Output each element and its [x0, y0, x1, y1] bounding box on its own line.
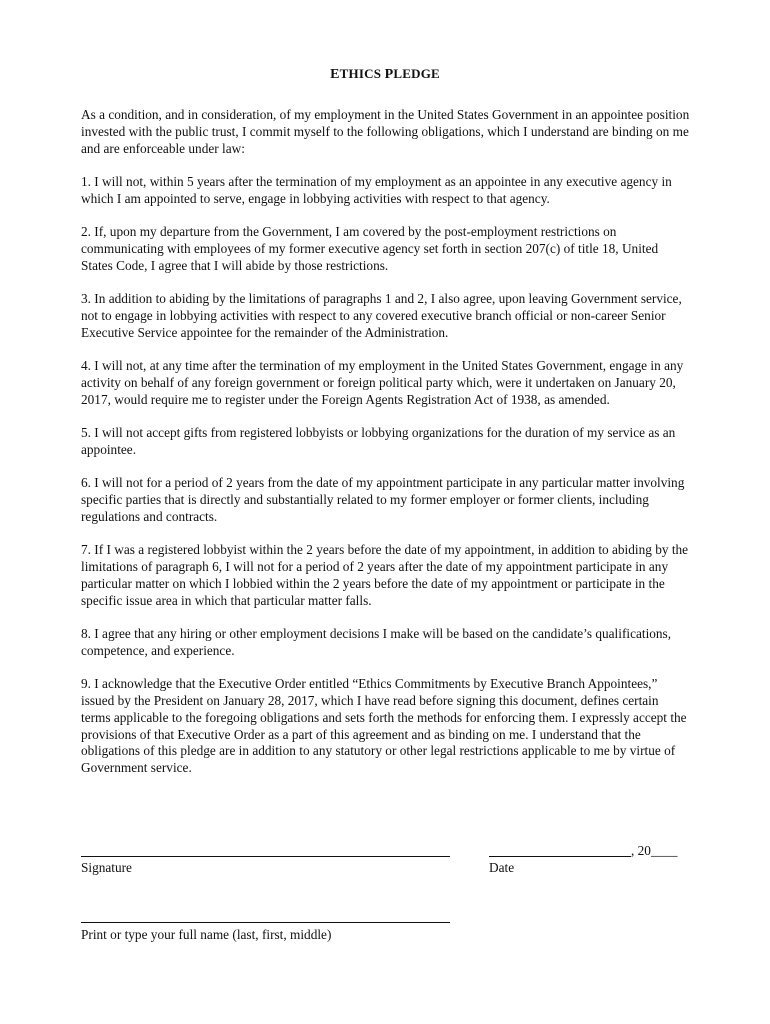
pledge-item-7: 7. If I was a registered lobbyist within the 2 years before the date of my appointment, in addition to abiding by the limitations of paragraph 6, I will not for a period of 2 years after the date of my appointment participate in any particular matter on which I lobbied within the 2 years before the date of my appointment or participate in the specific issue area in which that particular matter falls.: [81, 542, 689, 608]
title-rest-pledge: LEDGE: [393, 66, 440, 81]
document-title: [0, 66, 770, 83]
signature-label: Signature: [81, 860, 132, 875]
pledge-item-8: 8. I agree that any hiring or other employment decisions I make will be based on the candidate’s qualifications, competence, and experience.: [81, 626, 672, 658]
date-field[interactable]: [489, 856, 631, 857]
pledge-item-4: 4. I will not, at any time after the termination of my employment in the United States Government, engage in any activity on behalf of any foreign government or foreign political party which, were it undertaken on January 20, 2017, would require me to register under the Foreign Agents Registration Act of 1938, as amended.: [81, 358, 684, 407]
intro-paragraph: As a condition, and in consideration, of my employment in the United States Government in an appointee position invested with the public trust, I commit myself to the following obligations, which I understand are binding on me and are enforceable under law:: [81, 107, 690, 156]
pledge-item-1: 1. I will not, within 5 years after the termination of my employment as an appointee in any executive agency in which I am appointed to serve, engage in lobbying activities with respect to that agency.: [81, 173, 672, 206]
date-year-blank: , 20____: [631, 843, 678, 858]
title-initial-p: P: [384, 67, 394, 82]
signature-field[interactable]: [81, 856, 450, 857]
pledge-item-6: 6. I will not for a period of 2 years from the date of my appointment participate in any particular matter involving specific parties that is directly and substantially related to my former employer or former clients, including regulations and contracts.: [81, 475, 685, 524]
title-rest-ethics: THICS: [339, 66, 385, 81]
pledge-item-3: 3. In addition to abiding by the limitations of paragraphs 1 and 2, I also agree, upon leaving Government service, not to engage in lobbying activities with respect to any covered executive branch official or non-career Senior Executive Service appointee for the remainder of the Administration.: [81, 291, 682, 340]
full-name-label: Print or type your full name (last, first, middle): [81, 927, 332, 942]
full-name-field[interactable]: [81, 922, 450, 923]
pledge-item-9: 9. I acknowledge that the Executive Order entitled “Ethics Commitments by Executive Branch Appointees,” issued by the President on January 28, 2017, which I have read before signing this document, defines certain terms applicable to the foregoing obligations and sets forth the methods for enforcing them. I expressly accept the provisions of that Executive Order as a part of this agreement and as binding on me. I understand that the obligations of this pledge are in addition to any statutory or other legal restrictions applicable to me by virtue of Government service.: [81, 676, 687, 776]
pledge-item-5: 5. I will not accept gifts from registered lobbyists or lobbying organizations for the duration of my service as an appointee.: [81, 425, 676, 457]
date-label: Date: [489, 860, 515, 875]
pledge-body: [81, 107, 691, 794]
pledge-item-2: 2. If, upon my departure from the Government, I am covered by the post-employment restrictions on communicating with employees of my former executive agency set forth in section 207(c) of title 18, United States Code, I agree that I will abide by those restrictions.: [81, 224, 659, 273]
title-initial-e: E: [330, 67, 340, 82]
